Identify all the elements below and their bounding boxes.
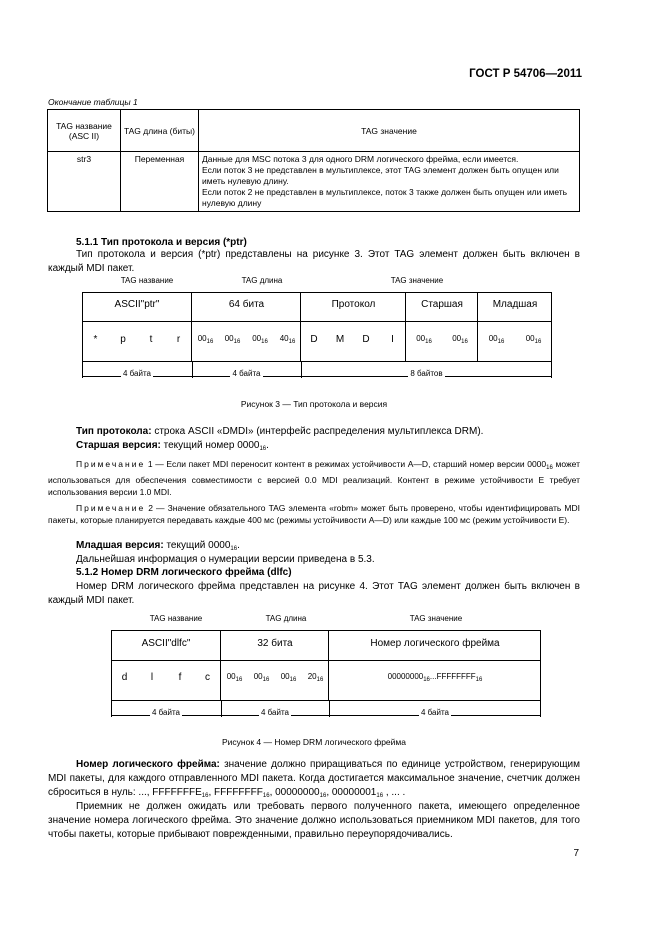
fig3-proto-char: I [391, 334, 394, 345]
fig3-proto-char: M [335, 334, 345, 345]
receiver-text: Приемник не должен ожидать или требовать первого полученного пакета, имеющего определенное значение номера логического фрейма. Это значение должно использоваться приемником MDI пакетов, для того чтобы пакеты, которые прибывают поврежденными, правильно переупорядочивались. [48, 801, 580, 840]
fig3-ascii: ASCII"ptr" [114, 299, 160, 310]
fig3-ver-byte: $00_{16}$ [452, 334, 468, 345]
figure-4-caption: Рисунок 4 — Номер DRM логического фрейма [222, 737, 406, 747]
fig4-len-byte: $00_{16}$ [226, 672, 243, 683]
fig3-len-byte: $00_{16}$ [252, 334, 268, 345]
page-number: 7 [573, 848, 579, 859]
fig4-len-byte: $00_{16}$ [280, 672, 297, 683]
fig4-dim3: 4 байта [420, 708, 449, 717]
fig3-ver-byte: $00_{16}$ [488, 334, 505, 345]
fig4-frame-number: Номер логического фрейма [370, 638, 500, 649]
figure-4 [111, 614, 541, 726]
value-line-2: Если поток 3 не представлен в мультиплексе, этот TAG элемент должен быть опущен или иметь нулевую длину. [202, 165, 559, 186]
cell-value [199, 152, 580, 212]
fig4-len-byte: $20_{16}$ [307, 672, 324, 683]
more-info: Дальнейшая информация о нумерации версии приведена в 5.3. [76, 554, 375, 565]
fig4-range: $00000000_{16}...FFFFFFFF_{16}$ [387, 672, 483, 683]
figure-3 [82, 276, 552, 388]
fig3-char: p [120, 334, 126, 345]
frame-number-text: Номер логического фрейма: значение должно приращиваться по единице устройством, генерирующим MDI пакеты, для каждого отправленного MDI пакета. Когда достигается максимальное значение, счетчик должен сброситься в нуль: ..., $FFFFFFFE_{16}$, $FFFFFFFF_{16}$, $00000000_{16}$, $00000001_{16}$ , ... . [48, 759, 581, 799]
fig3-tag-length: TAG длина [241, 276, 283, 285]
note-2: Примечание 2 — Значение обязательного TAG элемента «robm» может быть проверено, чтобы идентифицировать MDI пакеты, которые планируется передавать каждые 400 мс (режимы устойчивости A—D) или каждые 100 мс (режим устойчивости E). [48, 503, 580, 525]
fig4-hline [111, 660, 541, 661]
cell-length: Переменная [121, 152, 199, 212]
figure-3-caption: Рисунок 3 — Тип протокола и версия [240, 399, 388, 409]
fig3-dim1: 4 байта [122, 369, 151, 378]
table-header-row [48, 110, 580, 152]
header-tag-name: TAG название (ASC II) [48, 110, 121, 152]
table-row [48, 152, 580, 212]
fig3-proto-char: D [310, 334, 318, 345]
fig3-hline [82, 321, 552, 322]
fig3-minor: Младшая [492, 299, 538, 310]
fig4-tag-value: TAG значение [409, 614, 463, 623]
header-tag-length: TAG длина (биты) [121, 110, 199, 152]
protocol-type: Тип протокола: строка ASCII «DMDI» (интерфейс распределения мультиплекса DRM). [76, 426, 484, 437]
cell-name: str3 [48, 152, 121, 212]
value-line-1: Данные для MSC потока 3 для одного DRM логического фрейма, если имеется. [202, 154, 519, 164]
fig4-char: c [205, 672, 210, 683]
fig4-tag-name: TAG название [149, 614, 203, 623]
fig4-bits: 32 бита [257, 638, 293, 649]
section-512-title: 5.1.2 Номер DRM логического фрейма (dlfc) [76, 567, 292, 578]
fig3-ver-byte: $00_{16}$ [416, 334, 432, 345]
fig3-ver-byte: $00_{16}$ [525, 334, 542, 345]
tag-table [47, 109, 580, 212]
fig4-dim2: 4 байта [260, 708, 289, 717]
header-tag-value: TAG значение [199, 110, 580, 152]
fig4-tag-length: TAG длина [265, 614, 307, 623]
fig3-char: t [149, 334, 153, 345]
fig4-char: f [178, 672, 182, 683]
fig3-bits: 64 бита [228, 299, 265, 310]
major-version: Старшая версия: текущий номер $0000_{16}$. [76, 440, 269, 452]
table-caption: Окончание таблицы 1 [48, 97, 138, 107]
fig3-len-byte: $00_{16}$ [224, 334, 241, 345]
fig3-proto-char: D [362, 334, 370, 345]
fig4-char: d [121, 672, 128, 683]
fig3-len-byte: $40_{16}$ [279, 334, 296, 345]
section-511-title: 5.1.1 Тип протокола и версия (*ptr) [76, 237, 247, 248]
fig3-len-byte: $00_{16}$ [197, 334, 214, 345]
fig3-dim2: 4 байта [232, 369, 261, 378]
standard-header: ГОСТ Р 54706—2011 [469, 68, 582, 80]
section-511-text: Тип протокола и версия (*ptr) представлены на рисунке 3. Этот TAG элемент должен быть включен в каждый MDI пакет. [48, 249, 580, 274]
fig3-dim3: 8 байтов [410, 369, 443, 378]
section-512-text: Номер DRM логического фрейма представлен на рисунке 4. Этот TAG элемент должен быть включен в каждый MDI пакет. [48, 581, 580, 606]
minor-version: Младшая версия: текущий $0000_{16}$. [76, 540, 240, 552]
note-1: Примечание 1 — Если пакет MDI переносит контент в режимах устойчивости A—D, старший номер версии $0000_{16}$ может использоваться для обеспечения совместимости с версией 0.0 MDI реализаций. Контент в режиме устойчивости E требует использования версии 1.0 MDI. [48, 459, 580, 497]
value-line-3: Если поток 2 не представлен в мультиплексе, поток 3 также должен быть опущен или иметь нулевую длину [202, 187, 568, 208]
fig3-protocol: Протокол [331, 299, 376, 310]
fig4-dim1: 4 байта [151, 708, 180, 717]
fig3-char: * [93, 334, 98, 345]
fig4-char: l [150, 672, 154, 683]
fig4-ascii: ASCII"dlfc" [141, 638, 191, 649]
fig3-tag-value: TAG значение [390, 276, 444, 285]
fig3-char: r [176, 334, 181, 345]
fig3-major: Старшая [421, 299, 463, 310]
fig3-tag-name: TAG название [120, 276, 174, 285]
fig4-len-byte: $00_{16}$ [253, 672, 270, 683]
